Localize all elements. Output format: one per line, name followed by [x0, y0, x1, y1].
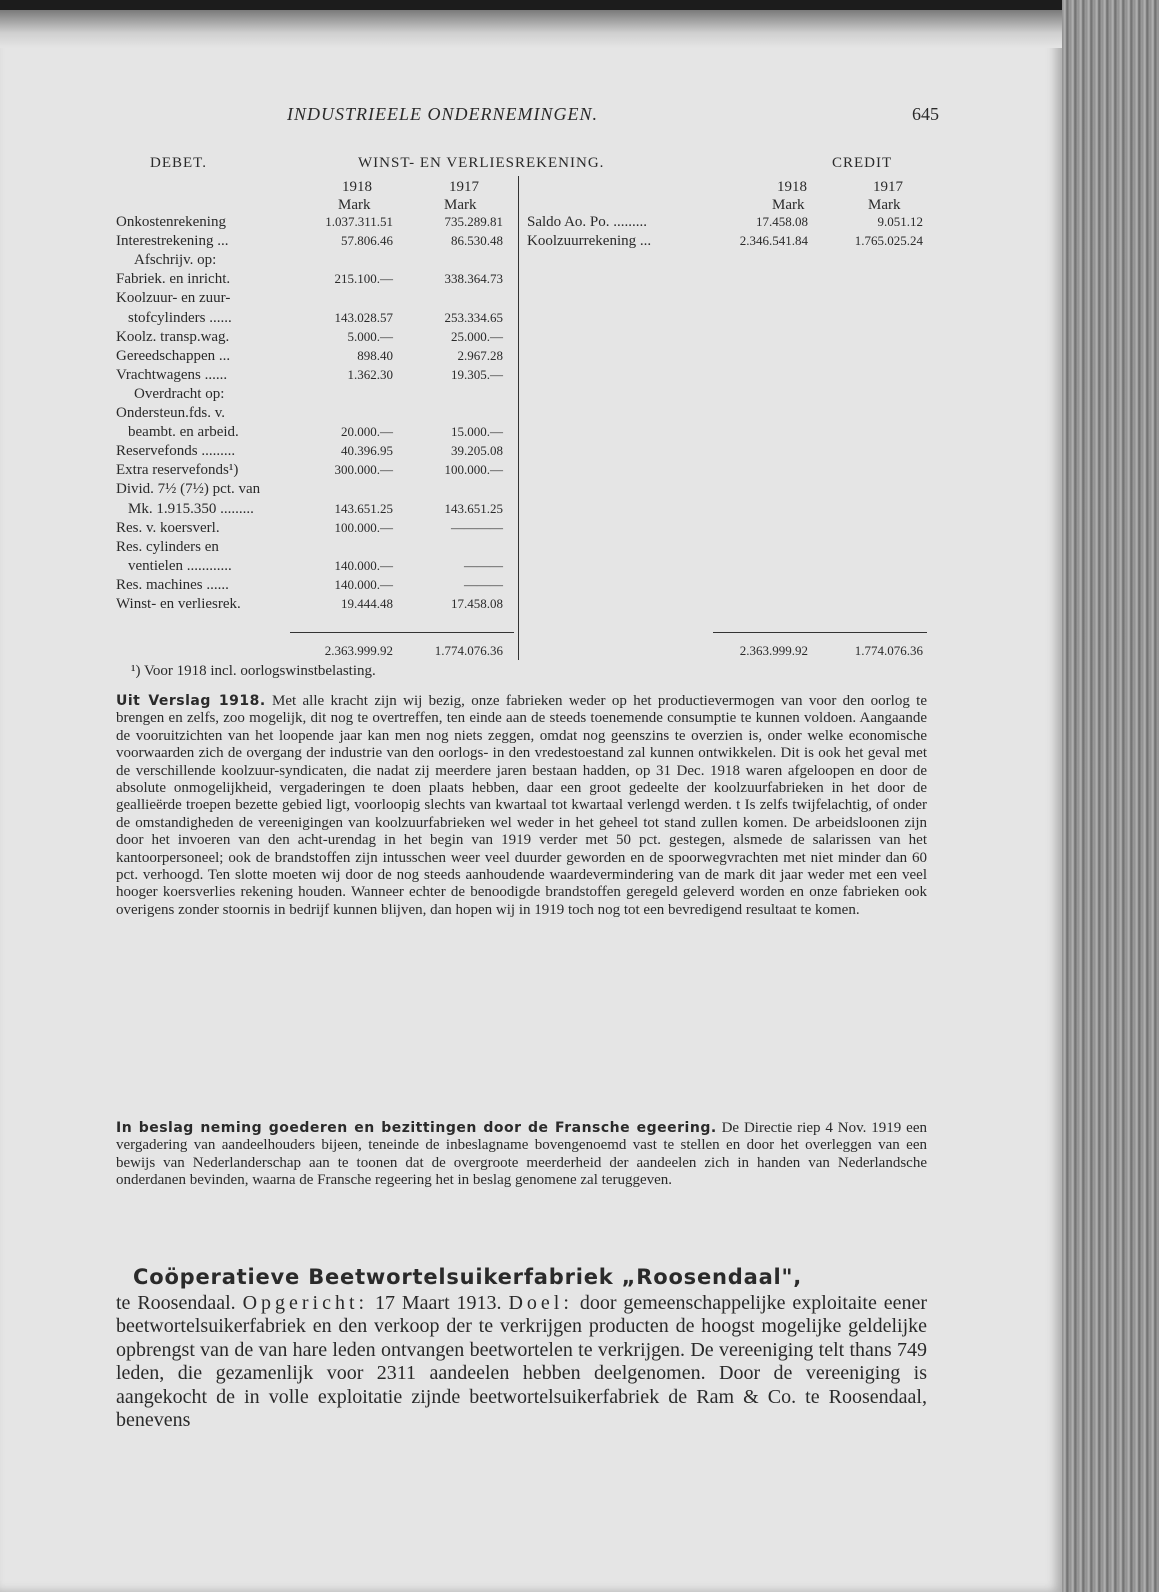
- debit-total-b: 1.774.076.36: [434, 643, 503, 658]
- debit-year-a: 1918: [342, 179, 372, 195]
- doel-label: Doel:: [508, 1292, 573, 1314]
- debit-row-value-1918: 1.037.311.51: [325, 214, 393, 229]
- debit-row-value-1917: ———: [464, 557, 503, 573]
- coop-text: door gemeenschappelijke exploitaite eener beetwortelsuikerfabriek en den verkoop der te verkrijgen producten de hoogst mogelijke geldelijke opbrengst van de van hare leden ontvangen beetwortelen te verkrijgen. De vereeniging telt thans 749 leden, die gezamenlijk voor 2311 aandeelen hebben deelgenomen. Door de vereeniging is aangekocht de in volle exploitatie zijnde beetwortelsuikerfabriek de Ram & Co. te Roosendaal, benevens: [116, 1292, 928, 1432]
- debit-row-value-1917: 15.000.—: [451, 424, 503, 440]
- debit-row-label: stofcylinders ......: [128, 309, 232, 326]
- opgericht-value: 17 Maart 1913.: [375, 1292, 502, 1314]
- column-divider: [518, 176, 519, 660]
- debit-row-value-1917: 39.205.08: [451, 443, 503, 459]
- debit-row-value-1917: 338.364.73: [444, 271, 503, 287]
- debit-row-value-1918: 100.000.—: [334, 519, 393, 535]
- debit-row-label: Reservefonds .........: [116, 443, 236, 460]
- credit-row-value-1917: 1.765.025.24: [854, 233, 923, 249]
- debit-row-label: Gereedschappen ...: [116, 347, 231, 364]
- debit-row-label: Mk. 1.915.350 .........: [128, 500, 254, 517]
- debit-row-value-1918: 5.000.—: [347, 328, 393, 344]
- debit-row-value-1918: 143.651.25: [334, 500, 393, 516]
- debit-row-label: Fabriek. en inricht.: [116, 271, 231, 288]
- debit-row-label: ventielen ............: [128, 557, 232, 574]
- debit-row-value-1917: ———: [464, 576, 503, 592]
- credit-total-rule: [713, 632, 927, 633]
- debit-row-value-1918: 300.000.—: [334, 462, 393, 478]
- debit-row-value-1918: 140.000.—: [334, 576, 393, 592]
- verslag-paragraph: [116, 693, 927, 919]
- credit-year-a: 1918: [777, 179, 807, 195]
- credit-row-label: Saldo Ao. Po. .........: [527, 214, 648, 230]
- beslag-paragraph: [116, 1120, 927, 1190]
- debit-year-b: 1917: [449, 179, 479, 195]
- debit-row-label: Vrachtwagens ......: [116, 366, 228, 383]
- debit-row-label: Koolz. transp.wag.: [116, 328, 230, 345]
- page-top-shadow: [0, 10, 1062, 48]
- credit-row-value-1918: 17.458.08: [756, 214, 808, 229]
- debit-row-label: Res. v. koersverl.: [116, 519, 220, 536]
- debit-row-value-1917: 143.651.25: [444, 500, 503, 516]
- debit-row-label: Extra reservefonds¹): [116, 462, 239, 479]
- page-number: 645: [912, 104, 939, 124]
- beslag-text: De Directie riep 4 Nov. 1919 een vergadering van aandeelhouders bijeen, teneinde de inbeslagname bovengenoemd vast te stellen en door het overleggen van een bewijs van Nederlanderschap aan te toonen dat de overgroote meerderheid der aandeelen zich in handen van Nederlandsche onderdanen bevinden, waarna de Fransche regeering het in beslag genomene zal teruggeven.: [116, 1120, 927, 1189]
- credit-unit-b: Mark: [868, 197, 901, 213]
- debit-row-value-1918: 20.000.—: [341, 424, 393, 440]
- debit-total-rule: [290, 632, 514, 633]
- debit-row-value-1917: 86.530.48: [451, 233, 503, 249]
- debit-row-label: Onkostenrekening: [116, 214, 226, 230]
- coop-title: Coöperatieve Beetwortelsuikerfabriek „Roosendaal",: [133, 1265, 803, 1289]
- credit-unit-a: Mark: [772, 197, 805, 213]
- book-page-edges: [1062, 0, 1159, 1592]
- debit-row-value-1918: 1.362.30: [347, 366, 393, 382]
- debit-row-value-1918: 140.000.—: [334, 557, 393, 573]
- credit-label: CREDIT: [832, 155, 893, 171]
- debit-row-label: Interestrekening ...: [116, 233, 229, 250]
- debit-row-value-1917: 25.000.—: [451, 328, 503, 344]
- debit-row-value-1917: 735.289.81: [444, 214, 503, 229]
- verslag-text: Met alle kracht zijn wij bezig, onze fabrieken weder op het productievermogen van voor den oorlog te brengen en zelfs, zoo mogelijk, dit nog te overtreffen, ten einde aan de steeds toenemende consumptie te kunnen voldoen. Aangaande de vooruitzichten van het loopende jaar kan men nog niets zeggen, omdat nog geenszins te overzien is, onder welke economische voorwaarden zich de overgang der industrie van den oorlogs- in den vredestoestand zal kunnen ontwikkelen. Dit is ook het geval met de verschillende koolzuur-syndicaten, die nadat zij meerdere jaren bestaan hadden, op 31 Dec. 1918 waren afgeloopen en door de absolute onmogelijkheid, vergaderingen te doen plaats hebben, daar een groot gedeelte der koolzuurfabrieken in het door de geallieërde troepen bezette gebied ligt, voorloopig slechts van kwartaal tot kwartaal verlengd werden. t Is zelfs twijfelachtig, of onder de omstandigheden de vereenigingen van koolzuurfabrieken wel weder in het geheel tot stand zullen komen. De arbeidsloonen zijn door het invoeren van den acht-urendag in het begin van 1919 verder met 50 pct. gestegen, alsmede de salarissen van het kantoorpersoneel; ook de brandstoffen zijn intusschen weer veel duurder geworden en de spoorwegvrachten met niet minder dan 60 pct. verhoogd. Ten slotte moeten wij door de nog steeds aanhoudende waardevermindering van de mark dit jaar weder met een veel hooger koersverlies rekening houden. Wanneer echter de benoodigde brandstoffen geregeld geleverd worden en onze fabrieken ook overigens zonder stoornis in bedrijf kunnen blijven, dan hopen wij in 1919 toch nog tot een bevredigend resultaat te komen.: [116, 693, 927, 918]
- debit-total-a: 2.363.999.92: [324, 643, 393, 658]
- debit-row-label: beambt. en arbeid.: [128, 424, 239, 441]
- credit-year-b: 1917: [873, 179, 903, 195]
- debit-row-value-1918: 898.40: [357, 347, 393, 363]
- debit-row-value-1917: 19.305.—: [451, 366, 503, 382]
- debit-row-label: Overdracht op:: [134, 385, 225, 402]
- debit-row-value-1917: 100.000.—: [444, 462, 503, 478]
- debit-row-value-1918: 143.028.57: [334, 309, 393, 325]
- credit-row-value-1917: 9.051.12: [877, 214, 923, 229]
- debit-row-value-1917: ————: [451, 519, 503, 535]
- debet-label: DEBET.: [150, 155, 207, 171]
- coop-paragraph: [116, 1292, 927, 1432]
- beslag-lead: In beslag neming goederen en bezittingen door de Fransche egeering.: [116, 1120, 717, 1136]
- running-head: INDUSTRIEELE ONDERNEMINGEN.: [287, 104, 598, 124]
- debit-row-label: Divid. 7½ (7½) pct. van: [116, 481, 261, 498]
- debit-row-value-1918: 57.806.46: [341, 233, 393, 249]
- credit-row-label: Koolzuurrekening ...: [527, 233, 652, 250]
- debit-row-value-1918: 19.444.48: [341, 596, 393, 611]
- debit-row-value-1917: 253.334.65: [444, 309, 503, 325]
- debit-row-value-1917: 2.967.28: [457, 347, 503, 363]
- credit-total-a: 2.363.999.92: [739, 643, 808, 658]
- debit-row-value-1917: 17.458.08: [451, 596, 503, 611]
- table-title: WINST- EN VERLIESREKENING.: [358, 155, 605, 171]
- debit-row-label: Koolzuur- en zuur-: [116, 290, 231, 307]
- coop-intro: te Roosendaal.: [116, 1292, 236, 1314]
- debit-row-label: Res. cylinders en: [116, 538, 219, 555]
- table-footnote: ¹) Voor 1918 incl. oorlogswinstbelasting.: [131, 663, 376, 679]
- debit-unit-b: Mark: [444, 197, 477, 213]
- debit-row-label: Afschrijv. op:: [134, 252, 217, 269]
- debit-unit-a: Mark: [338, 197, 371, 213]
- debit-row-value-1918: 40.396.95: [341, 443, 393, 459]
- debit-row-label: Res. machines ......: [116, 576, 229, 593]
- credit-total-b: 1.774.076.36: [854, 643, 923, 658]
- opgericht-label: Opgericht:: [242, 1292, 369, 1314]
- debit-row-value-1918: 215.100.—: [334, 271, 393, 287]
- verslag-lead: Uit Verslag 1918.: [116, 693, 266, 709]
- debit-row-label: Winst- en verliesrek.: [116, 596, 241, 612]
- debit-row-label: Ondersteun.fds. v.: [116, 405, 226, 421]
- credit-row-value-1918: 2.346.541.84: [739, 233, 808, 249]
